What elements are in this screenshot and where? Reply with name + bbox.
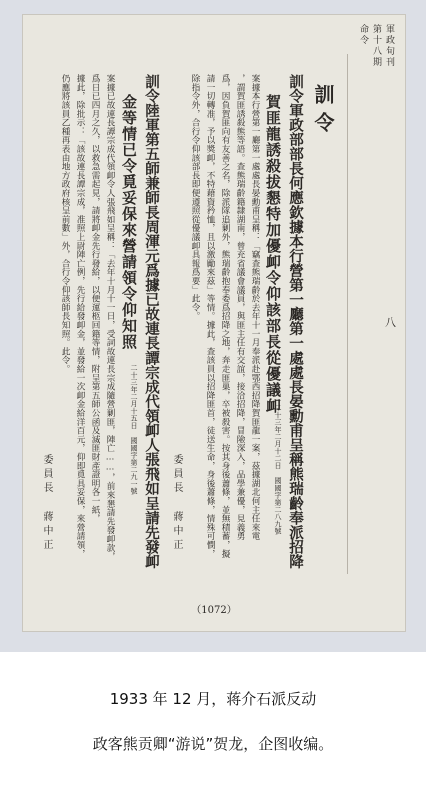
caption-line-1: 1933 年 12 月，蒋介石派反动 (109, 690, 317, 708)
order1-signature: 委員長 蔣中正 (171, 454, 182, 553)
order2-body-line-1: 案據已故連長譚宗成代領卹令人張飛如呈稱：「去年十月十一日，受詞故連長宗成隨營剿匪，陣亡……，前來懇請先發卹款， (105, 74, 115, 561)
order1-date-note: 二十三年二月十二日 國國字第二八九號 (274, 404, 282, 535)
order2-signature: 委員長 蔣中正 (41, 454, 52, 553)
order2-body-line-2: 爲日已四月之久，以救急需起見，請將卹金先行發給，以便運柩回籍等情，附呈第五師公函及滅匪財產證明各一紙， (90, 74, 100, 523)
side-page-mark: 八 (385, 316, 396, 329)
header-publication: 軍政旬刊 (384, 24, 394, 68)
header-issue: 第十八期 (371, 24, 381, 68)
header-divider (347, 54, 348, 574)
order1-body-line-2: ，謂賀匪誘殺熊等語。查熊瑞齡籍隸湖南，曾充省議會議員，與匪主任有交誼，接洽招降，冒險深入，品學兼優，見義勇 (235, 74, 245, 541)
order2-body-line-4: 仍應將該員乙種再表由地方政府核呈前數」外，合行令仰該師長知照。此令。 (60, 74, 70, 374)
gazette-header (357, 24, 396, 68)
order1-body-line-4: 請一切轉准，予以獎卹，不特藉資矜恤，且以激勵來茲」等情。據此，查該員以招降匪首，徒送生命，身後蕭條，情殊可憫， (205, 74, 215, 558)
order1-body-line-3: 爲，因負賀匪向有友善之名，除派隊追剿外，熊瑞齡抱奉委爲招降之地，奔走匪巢，卒被殺害。按其身後蕭條，並無積蓄，擬 (220, 74, 230, 558)
caption-line-2: 政客熊贡卿“游说”贺龙，企图收编。 (92, 735, 334, 753)
order2-heading-line-2: 金等情已令覓妥保來營請領令仰知照 (120, 94, 138, 350)
order2-date-note: 二十三年二月十五日 國國字第二九一號 (130, 364, 138, 495)
order1-body-line-1: 案據本行營第一廳第一處處長晏勳甫呈稱：「竊查熊瑞齡於去年十一月奉派赴鄂西招降賀匪龍一案，茲據湖北何主任來電 (250, 74, 260, 541)
order1-heading-line-1: 訓令軍政部部長何應欽據本行營第一廳第一處處長晏勳甫呈稱熊瑞齡奉派招降 (287, 74, 304, 569)
order1-heading-line-2: 賀匪龍誘殺拔懇特加優卹令仰該部長從優議卹 (264, 94, 282, 414)
document-title: 訓令 (311, 84, 335, 140)
header-section: 命令 (358, 24, 368, 46)
gazette-page (22, 14, 406, 632)
order2-body-line-3: 據此，除批示：「該故連長譚宗成，准照上尉陣亡例，先行給發卹金，並發給一次卹金給洋百元，仰即覓具妥保，來營請領， (75, 74, 85, 558)
order2-heading-line-1: 訓令陸軍第五師兼師長周渾元爲據已故連長譚宗成代領卹人張飛如呈請先發卹 (143, 74, 160, 569)
page-number: （1072） (191, 605, 237, 616)
order1-body-line-5: 除指令外，合行令仰該部長即便遵照從優議卹具報爲要」此令。 (190, 74, 200, 321)
